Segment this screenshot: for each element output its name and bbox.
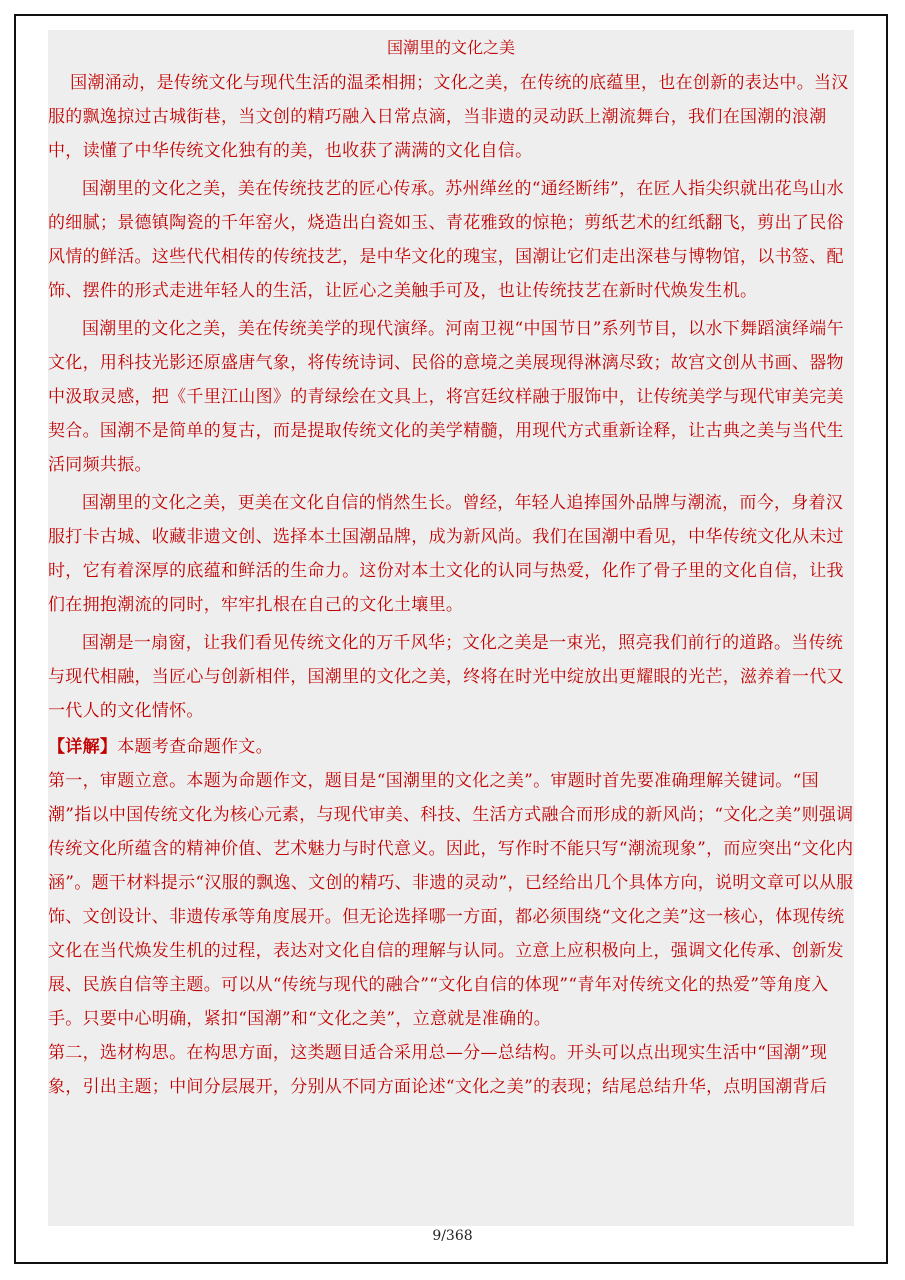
essay-paragraph: 国潮里的文化之美，美在传统美学的现代演绎。河南卫视“中国节日”系列节目，以水下舞蹈演绎端午文化，用科技光影还原盛唐气象，将传统诗词、民俗的意境之美展现得淋漓尽致；故宫文创从书画、器物中汲取灵感，把《千里江山图》的青绿绘在文具上，将宫廷纹样融于服饰中，让传统美学与现代审美完美契合。国潮不是简单的复古，而是提取传统文化的美学精髓，用现代方式重新诠释，让古典之美与当代生活同频共振。 bbox=[48, 319, 844, 475]
analysis-point: 第一，审题立意。本题为命题作文，题目是“国潮里的文化之美”。审题时首先要准确理解关键词。“国潮”指以中国传统文化为核心元素，与现代审美、科技、生活方式融合而形成的新风尚；“文化之美”则强调传统文化所蕴含的精神价值、艺术魅力与时代意义。因此，写作时不能只写“潮流现象”，而应突出“文化内涵”。题干材料提示“汉服的飘逸、文创的精巧、非遗的灵动”，已经给出几个具体方向，说明文章可以从服饰、文创设计、非遗传承等角度展开。但无论选择哪一方面，都必须围绕“文化之美”这一核心，体现传统文化在当代焕发生机的过程，表达对文化自信的理解与认同。立意上应积极向上，强调文化传承、创新发展、民族自信等主题。可以从“传统与现代的融合”“文化自信的体现”“青年对传统文化的热爱”等角度入手。只要中心明确，紧扣“国潮”和“文化之美”，立意就是准确的。 bbox=[48, 771, 854, 1029]
document-body bbox=[48, 30, 854, 1226]
essay bbox=[48, 66, 854, 728]
essay-paragraph: 国潮涌动，是传统文化与现代生活的温柔相拥；文化之美，在传统的底蕴里，也在创新的表达中。当汉服的飘逸掠过古城街巷，当文创的精巧融入日常点滴，当非遗的灵动跃上潮流舞台，我们在国潮的浪潮中，读懂了中华传统文化独有的美，也收获了满满的文化自信。 bbox=[48, 73, 849, 161]
essay-paragraph: 国潮是一扇窗，让我们看见传统文化的万千风华；文化之美是一束光，照亮我们前行的道路。当传统与现代相融，当匠心与创新相伴，国潮里的文化之美，终将在时光中绽放出更耀眼的光芒，滋养着一代又一代人的文化情怀。 bbox=[48, 633, 844, 721]
page-title: 国潮里的文化之美 bbox=[386, 38, 515, 57]
essay-paragraph: 国潮里的文化之美，更美在文化自信的悄然生长。曾经，年轻人追捧国外品牌与潮流，而今，身着汉服打卡古城、收藏非遗文创、选择本土国潮品牌，成为新风尚。我们在国潮中看见，中华传统文化从未过时，它有着深厚的底蕴和鲜活的生命力。这份对本土文化的认同与热爱，化作了骨子里的文化自信，让我们在拥抱潮流的同时，牢牢扎根在自己的文化土壤里。 bbox=[48, 493, 844, 615]
essay-paragraph: 国潮里的文化之美，美在传统技艺的匠心传承。苏州缂丝的“通经断纬”，在匠人指尖织就出花鸟山水的细腻；景德镇陶瓷的千年窑火，烧造出白瓷如玉、青花雅致的惊艳；剪纸艺术的红纸翻飞，剪出了民俗风情的鲜活。这些代代相传的传统技艺，是中华文化的瑰宝，国潮让它们走出深巷与博物馆，以书签、配饰、摆件的形式走进年轻人的生活，让匠心之美触手可及，也让传统技艺在新时代焕发生机。 bbox=[48, 179, 844, 301]
analysis-heading bbox=[48, 730, 854, 764]
analysis-tag: 【详解】 bbox=[48, 737, 118, 757]
page-number: 9/368 bbox=[432, 1228, 473, 1244]
analysis-point: 第二，选材构思。在构思方面，这类题目适合采用总—分—总结构。开头可以点出现实生活中“国潮”现象，引出主题；中间分层展开，分别从不同方面论述“文化之美”的表现；结尾总结升华，点明国潮背后 bbox=[48, 1043, 828, 1097]
analysis-intro: 本题考查命题作文。 bbox=[117, 737, 273, 757]
analysis-section bbox=[48, 730, 854, 1104]
